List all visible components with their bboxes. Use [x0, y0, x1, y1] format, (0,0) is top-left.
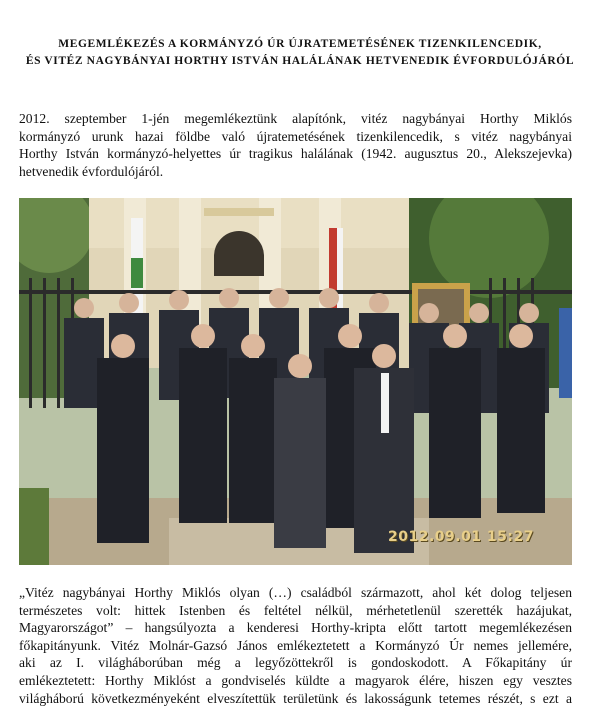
intro-line: kormányzó urunk hazai földbe való újratemetésének tizenkilencedik, s vitéz nagybányai: [19, 128, 572, 144]
body-line: aki az I. világháborúban még a legyőzöttekről is gondoskodott. A Főkapitány úr: [19, 655, 572, 671]
document-title: [0, 36, 600, 70]
body-line: „Vitéz nagybányai Horthy Miklós olyan (…) családból származott, ahol két dolog teljesen: [19, 585, 572, 600]
intro-line: Horthy István kormányzó-helyettes úr tragikus halálának (1942. augusztus 20., Alekszejevka): [19, 146, 572, 162]
intro-paragraph: [19, 110, 572, 180]
body-line: világháború következményeként elveszítettük területünk és lakosságunk tetemes részét, s ezt a: [19, 690, 572, 706]
photo-timestamp: 2012.09.01 15:27: [387, 529, 534, 545]
group-photo-image: [19, 198, 572, 565]
body-line: természetes volt: hittek Istenben és feltétel nélkül, mérhetetlenül szerették hazájukat,: [19, 602, 572, 618]
title-line-1: MEGEMLÉKEZÉS A KORMÁNYZÓ ÚR ÚJRATEMETÉSÉNEK TIZENKILENCEDIK,: [58, 38, 542, 50]
body-line: emlékeztetett: Horthy Miklóst a gondviselés küldte a magyarok élére, hiszen egy vesztes: [19, 672, 572, 688]
intro-line: 2012. szeptember 1-jén megemlékeztünk alapítónk, vitéz nagybányai Horthy Miklós: [19, 111, 572, 126]
body-paragraph: [19, 584, 572, 707]
group-photo: [19, 198, 572, 565]
body-line: főkapitányunk. Vitéz Molnár-Gazsó János emlékeztetett a Kormányzó Úr nemes jellemére,: [19, 637, 572, 653]
title-line-2: ÉS VITÉZ NAGYBÁNYAI HORTHY ISTVÁN HALÁLÁNAK HETVENEDIK ÉVFORDULÓJÁRÓL: [25, 55, 575, 67]
body-line: Magyarországot” – hangsúlyozta a kenderesi Horthy-kripta előtt tartott megemlékezésen: [19, 620, 572, 636]
intro-line: hetvenedik évfordulójáról.: [19, 163, 164, 179]
